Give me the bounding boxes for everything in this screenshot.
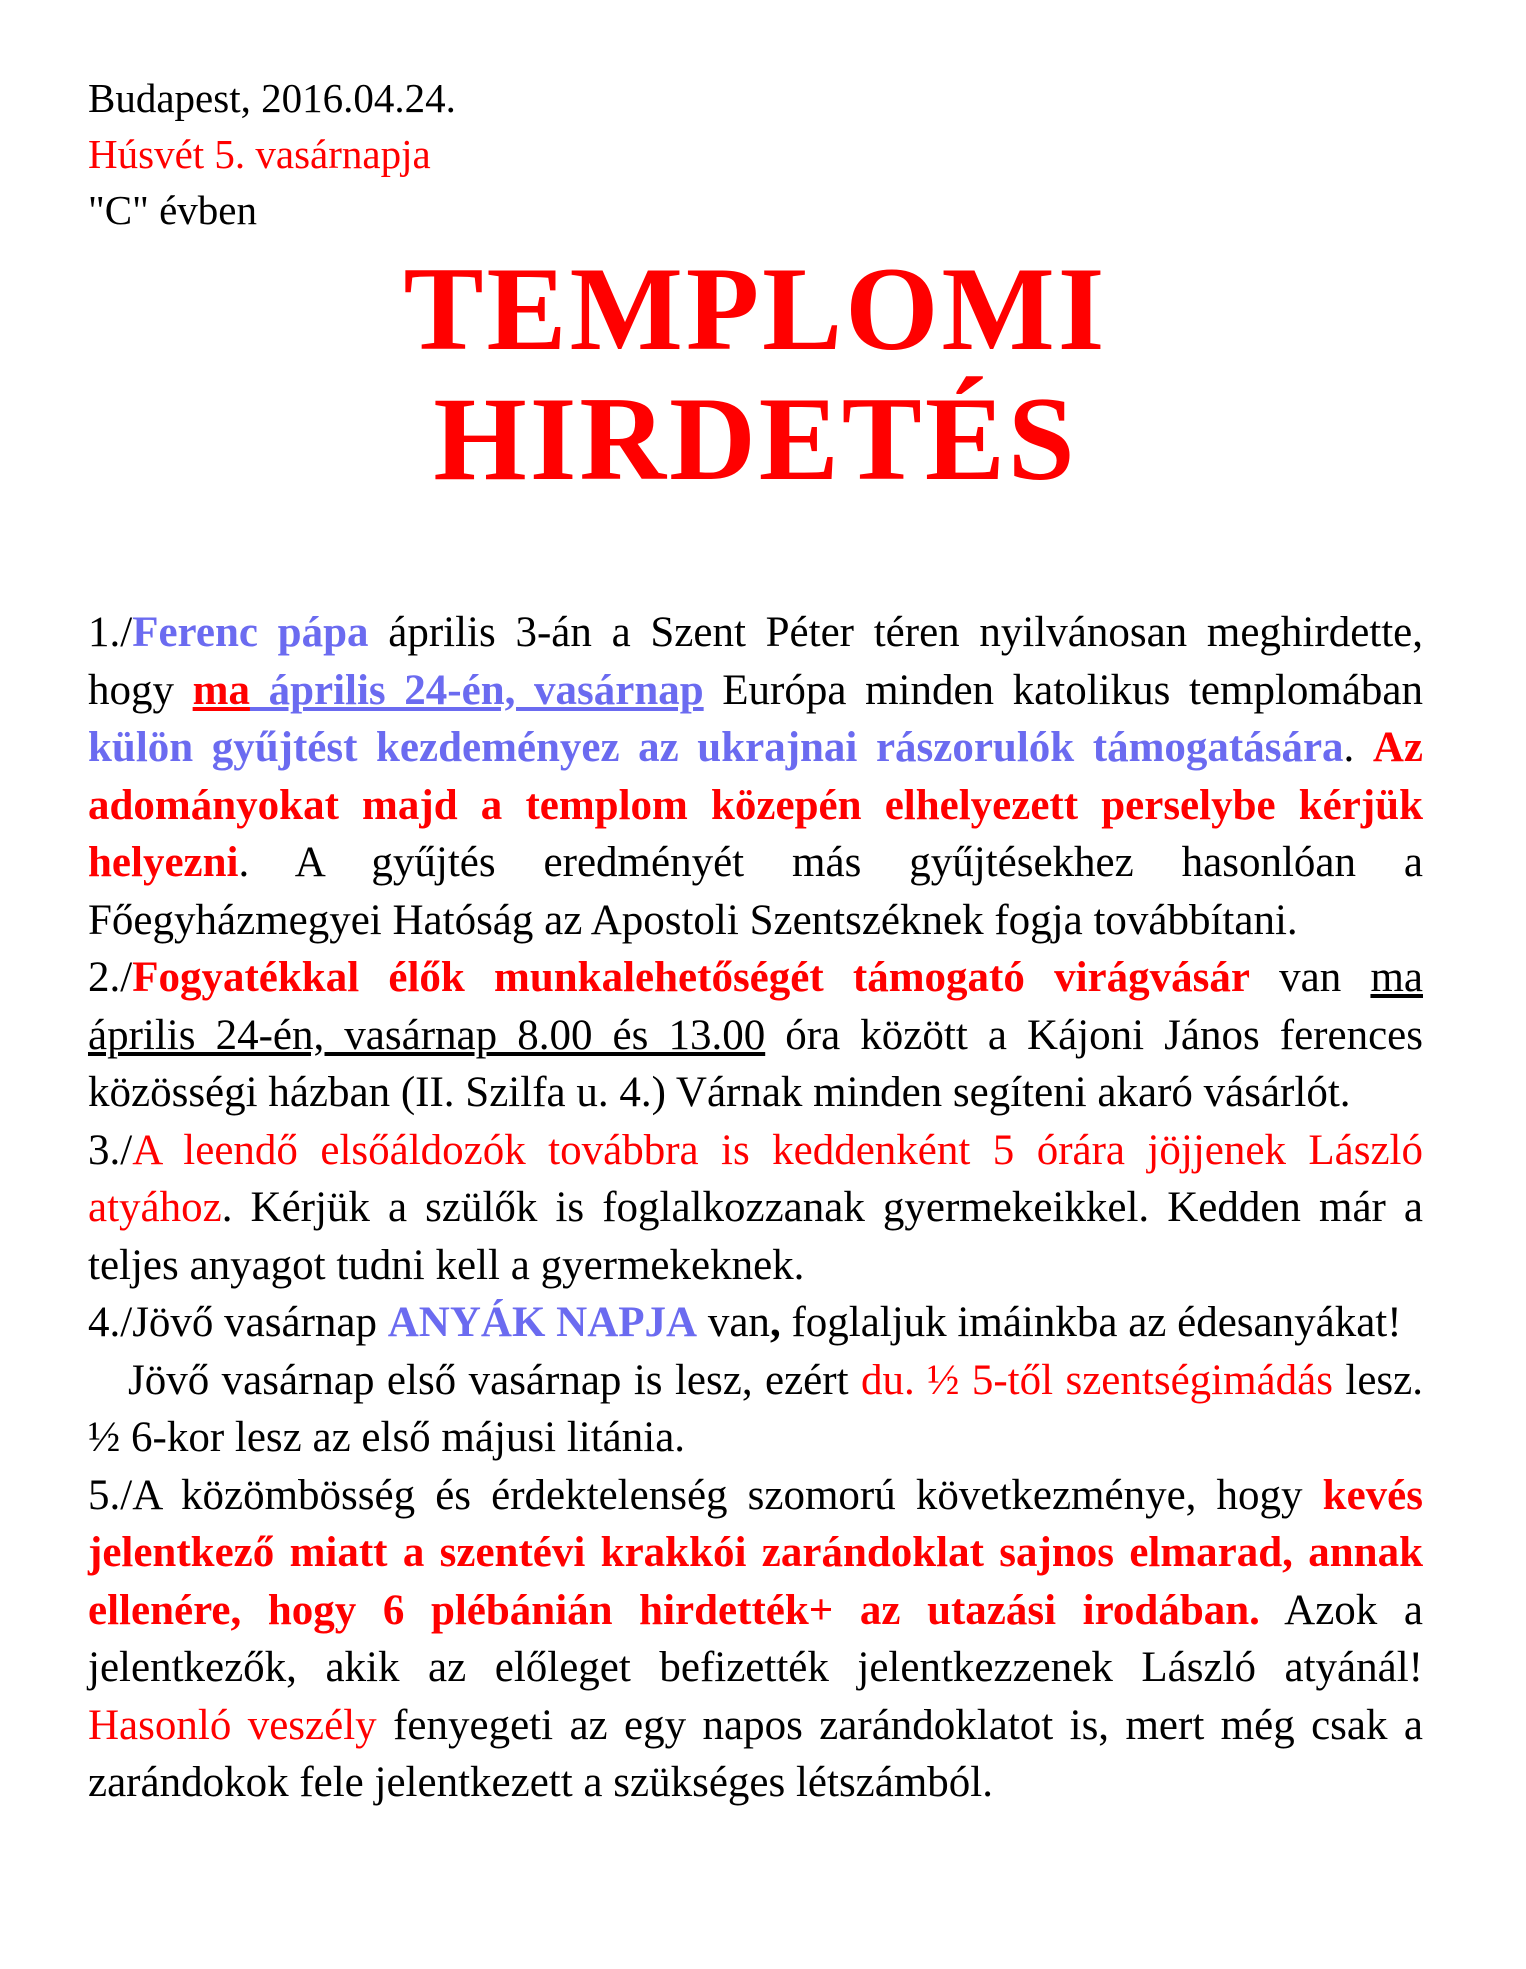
mothers-day-highlight: ANYÁK NAPJA [387, 1299, 698, 1346]
pilgrimage-highlight: kevés jelentkező miatt a szentévi krakkói zarándoklat sajnos elmarad, annak ellenére, hogy 6 plébánián hirdették+ az utazási irodában. [88, 1471, 1423, 1634]
text: óra között a Kájoni János ferences közösségi házban (II. Szilfa u. 4.) Várnak minden segíteni akaró vásárlót. [88, 1011, 1423, 1116]
item-number: 2./ [88, 954, 133, 1001]
donation-highlight: Az adományokat majd a templom közepén elhelyezett perselybe kérjük helyezni [88, 724, 1423, 886]
text: április 3-án a Szent Péter téren nyilvánosan meghirdette, hogy [88, 609, 1424, 714]
item-number: 3./ [88, 1126, 133, 1174]
text: A közömbösség és érdektelenség szomorú következménye, hogy [132, 1471, 1323, 1519]
text: Azok a jelentkezők, akik az előleget befizették jelentkezzenek László atyánál! [88, 1586, 1424, 1691]
fair-time: ma április 24-én, vasárnap 8.00 és 13.00 [88, 954, 1423, 1059]
page-title: TEMPLOMI HIRDETÉS [403, 242, 1108, 505]
text: . Kérjük a szülők is foglalkozzanak gyermekeikkel. Kedden már a teljes anyagot tudni kell a gyermekeknek. [88, 1184, 1423, 1289]
item-number: 1./ [88, 609, 133, 656]
text: Európa minden katolikus templomában [703, 666, 1424, 714]
text: foglaljuk imáinkba az édesanyákat! [780, 1299, 1402, 1346]
item-2 [88, 949, 1423, 1122]
text: . [1343, 724, 1373, 771]
text: Jövő vasárnap [132, 1299, 388, 1346]
communion-highlight: A leendő elsőáldozók továbbra is keddenként 5 órára jöjjenek László atyához [88, 1126, 1423, 1231]
item-number: 4./ [88, 1299, 133, 1346]
item-4 [88, 1294, 1423, 1352]
liturgical-day: Húsvét 5. vasárnapja [88, 131, 431, 177]
pope-name: Ferenc pápa [132, 609, 369, 656]
item-1 [88, 604, 1423, 949]
item-3 [88, 1122, 1423, 1295]
date-highlight: április 24-én, vasárnap [249, 666, 704, 714]
collection-highlight: külön gyűjtést kezdeményez az ukrajnai rászorulók támogatására [88, 724, 1344, 771]
text: van [697, 1299, 770, 1346]
adoration-highlight: du. ½ 5-től szentségimádás [860, 1356, 1333, 1404]
item-4-continued [88, 1352, 1423, 1467]
item-number: 5./ [88, 1471, 133, 1519]
text: van [1249, 954, 1371, 1001]
text: fenyegeti az egy napos zarándoklatot is, mert még csak a zarándokok fele jelentkezett a szükséges létszámból. [88, 1701, 1423, 1806]
year-cycle: "C" évben [88, 187, 257, 233]
flower-fair-highlight: Fogyatékkal élők munkalehetőségét támogató virágvásár [132, 954, 1250, 1001]
announcement-body [88, 604, 1423, 1812]
announcement-page [88, 70, 1423, 1812]
item-5 [88, 1467, 1423, 1812]
text: . A gyűjtés eredményét más gyűjtésekhez hasonlóan a Főegyházmegyei Hatóság az Apostoli Szentszéknek fogja továbbítani. [88, 839, 1423, 944]
text: , [769, 1299, 781, 1346]
text: Jövő vasárnap első vasárnap is lesz, ezért [128, 1356, 861, 1404]
text: lesz. ½ 6-kor lesz az első májusi litánia. [88, 1356, 1423, 1461]
today-highlight: ma [192, 666, 250, 714]
danger-highlight: Hasonló veszély [88, 1701, 377, 1749]
place-date: Budapest, 2016.04.24. [88, 75, 456, 121]
